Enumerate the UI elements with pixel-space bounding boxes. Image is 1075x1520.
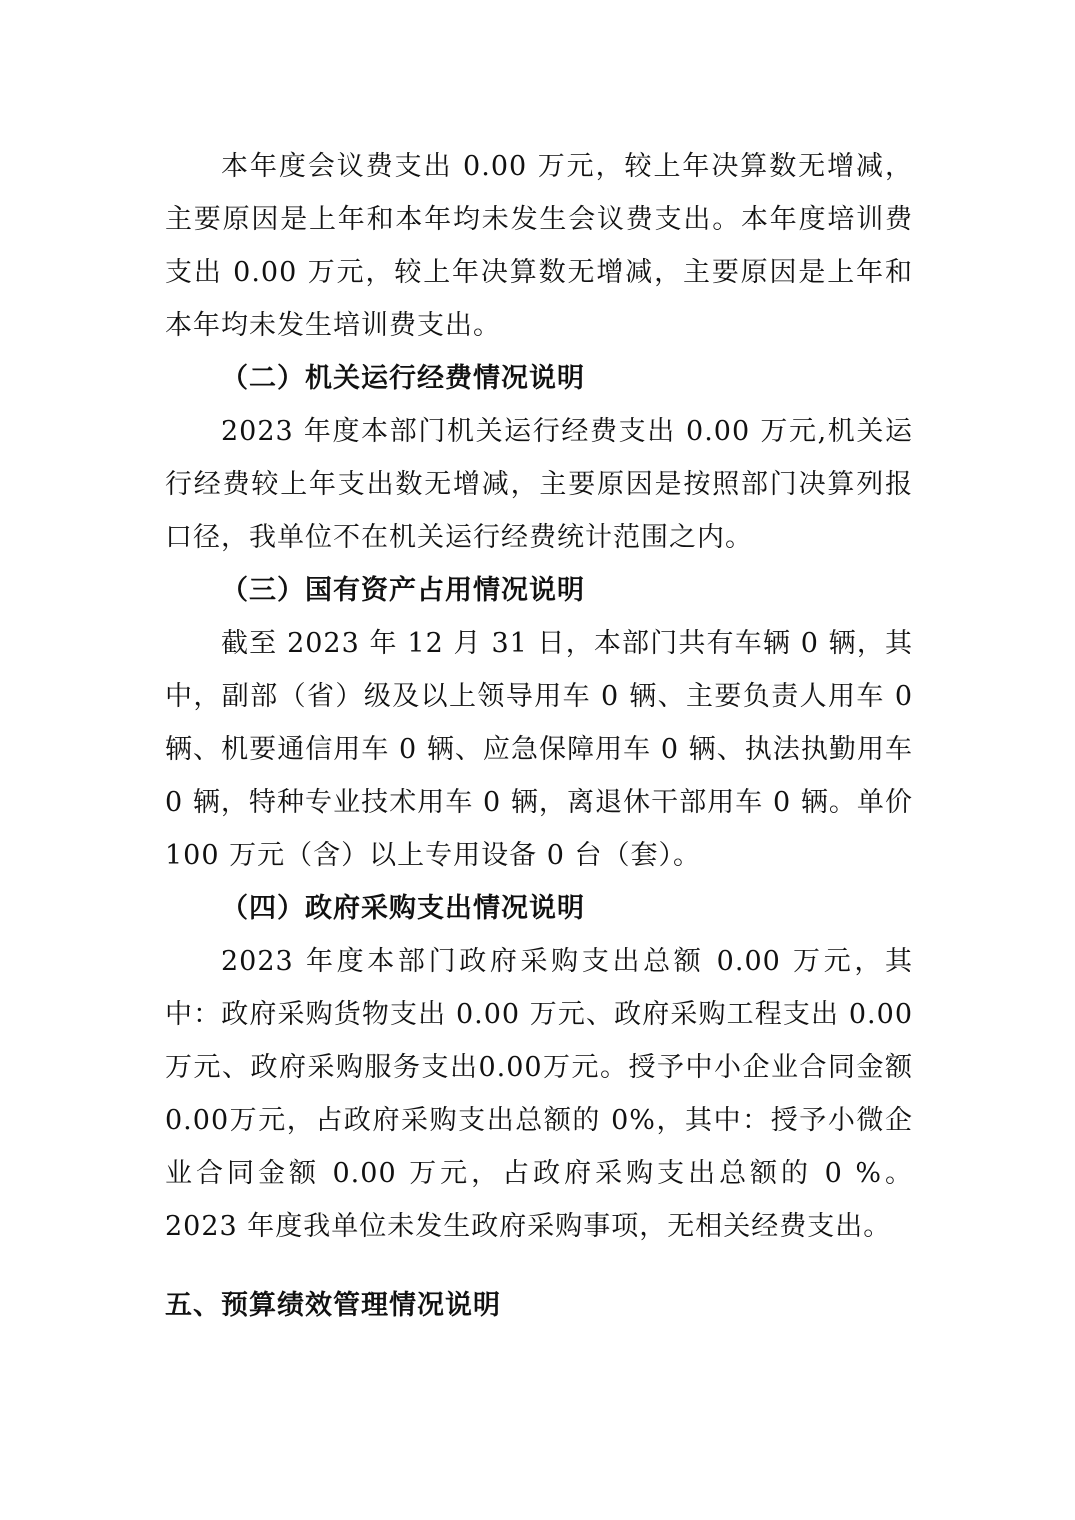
document-body: [165, 140, 913, 1332]
paragraph-government-procurement: 2023 年度本部门政府采购支出总额 0.00 万元，其中：政府采购货物支出 0.00 万元、政府采购工程支出 0.00 万元、政府采购服务支出0.00万元。授予中小企业合同金额0.00万元，占政府采购支出总额的 0%，其中：授予小微企业合同金额 0.00 万元，占政府采购支出总额的 0 %。2023 年度我单位未发生政府采购事项，无相关经费支出。: [165, 946, 913, 1242]
paragraph-meeting-training-fees: 本年度会议费支出 0.00 万元，较上年决算数无增减，主要原因是上年和本年均未发生会议费支出。本年度培训费支出 0.00 万元，较上年决算数无增减，主要原因是上年和本年均未发生培训费支出。: [165, 151, 913, 341]
heading-government-procurement: （四）政府采购支出情况说明: [221, 893, 585, 924]
paragraph-operating-expenses: 2023 年度本部门机关运行经费支出 0.00 万元,机关运行经费较上年支出数无增减，主要原因是按照部门决算列报口径，我单位不在机关运行经费统计范围之内。: [165, 416, 913, 553]
heading-operating-expenses: （二）机关运行经费情况说明: [221, 363, 585, 394]
heading-budget-performance: 五、预算绩效管理情况说明: [165, 1290, 501, 1321]
paragraph-state-assets: 截至 2023 年 12 月 31 日，本部门共有车辆 0 辆，其中，副部（省）级及以上领导用车 0 辆、主要负责人用车 0 辆、机要通信用车 0 辆、应急保障用车 0 辆、执法执勤用车 0 辆，特种专业技术用车 0 辆，离退休干部用车 0 辆。单价 100 万元（含）以上专用设备 0 台（套）。: [165, 628, 913, 871]
heading-state-assets: （三）国有资产占用情况说明: [221, 575, 585, 606]
